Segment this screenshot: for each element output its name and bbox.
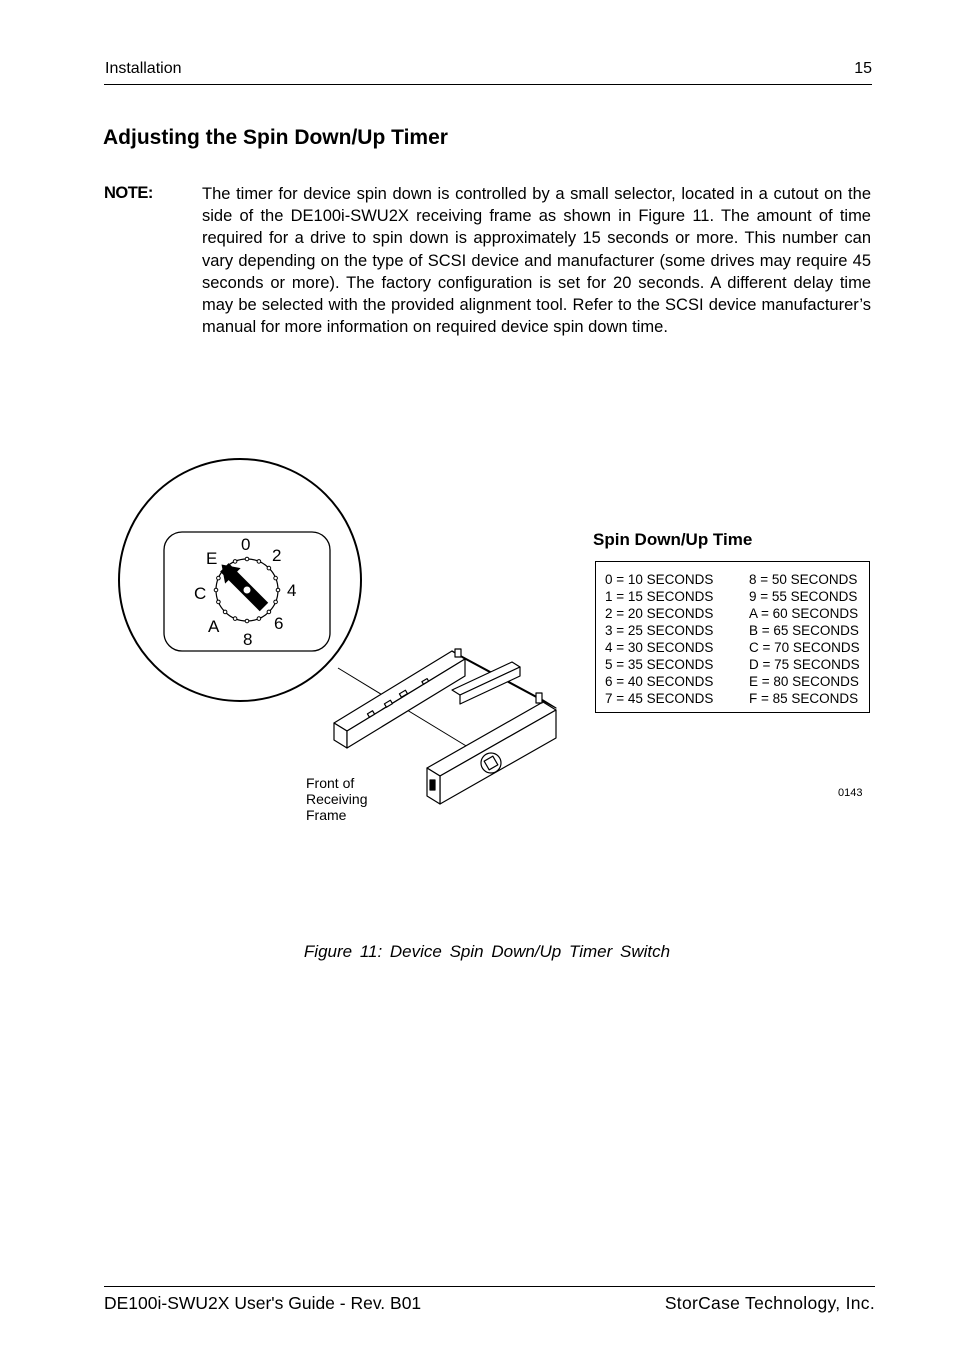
spin-time-table-title: Spin Down/Up Time bbox=[593, 530, 753, 549]
setting-row: C = 70 SECONDS bbox=[749, 640, 860, 655]
setting-row: 6 = 40 SECONDS bbox=[605, 674, 714, 689]
dial-tick bbox=[257, 560, 261, 564]
dial-label-e: E bbox=[206, 549, 218, 568]
dial-tick bbox=[223, 610, 227, 614]
dial-tick bbox=[276, 588, 280, 592]
page-header bbox=[104, 58, 872, 85]
dial-label-0: 0 bbox=[241, 535, 251, 554]
spin-time-column-right bbox=[749, 571, 860, 707]
dial-label-8: 8 bbox=[243, 630, 253, 649]
callout-line: Front of bbox=[306, 775, 355, 791]
dial-label-a: A bbox=[208, 617, 220, 636]
setting-row: 2 = 20 SECONDS bbox=[605, 606, 714, 621]
footer-document-title: DE100i-SWU2X User's Guide - Rev. B01 bbox=[104, 1293, 422, 1313]
setting-row: E = 80 SECONDS bbox=[749, 674, 859, 689]
dial-tick bbox=[267, 566, 271, 570]
page-footer bbox=[104, 1286, 875, 1313]
footer-company: StorCase Technology, Inc. bbox=[664, 1293, 875, 1313]
dial-tick bbox=[245, 557, 249, 561]
setting-row: 5 = 35 SECONDS bbox=[605, 657, 714, 672]
callout-line: Frame bbox=[306, 807, 347, 823]
setting-row: 0 = 10 SECONDS bbox=[605, 572, 714, 587]
setting-row: B = 65 SECONDS bbox=[749, 623, 859, 638]
front-of-frame-callout bbox=[306, 775, 367, 823]
figure-code: 0143 bbox=[838, 787, 863, 799]
dial-tick bbox=[217, 600, 221, 604]
setting-row: A = 60 SECONDS bbox=[749, 606, 859, 621]
setting-row: 3 = 25 SECONDS bbox=[605, 623, 714, 638]
dial-tick bbox=[217, 576, 221, 580]
setting-row: 4 = 30 SECONDS bbox=[605, 640, 714, 655]
setting-row: D = 75 SECONDS bbox=[749, 657, 860, 672]
setting-row: 9 = 55 SECONDS bbox=[749, 589, 858, 604]
dial-label-4: 4 bbox=[287, 581, 297, 600]
spin-time-column-left bbox=[605, 571, 713, 707]
setting-row: 1 = 15 SECONDS bbox=[605, 589, 714, 604]
dial-tick bbox=[233, 560, 237, 564]
header-section: Installation bbox=[105, 60, 182, 77]
dial-label-c: C bbox=[194, 584, 207, 603]
dial-tick bbox=[274, 600, 278, 604]
callout-line: Receiving bbox=[306, 791, 368, 807]
setting-row: F = 85 SECONDS bbox=[749, 691, 859, 706]
figure-11 bbox=[0, 440, 954, 860]
setting-row: 8 = 50 SECONDS bbox=[749, 572, 858, 587]
section-title: Adjusting the Spin Down/Up Timer bbox=[103, 126, 448, 149]
dial-tick bbox=[233, 617, 237, 621]
note-body: The timer for device spin down is controlled by a small selector, located in a cutout on the side of the DE100i-SWU2X receiving frame as shown in Figure 11. The amount of time required for a drive to spin down is approximately 15 seconds or more. This number can vary depending on the type of SCSI device and manufacturer (some drives may require 45 seconds or more). The factory configuration is set for 20 seconds. A different delay time may be selected with the provided alignment tool. Refer to the SCSI device manufacturer’s manual for more information on required device spin down time. bbox=[202, 185, 871, 337]
page-number: 15 bbox=[854, 60, 872, 77]
dial-tick bbox=[245, 619, 249, 623]
dial-label-6: 6 bbox=[274, 614, 284, 633]
dial-tick bbox=[274, 576, 278, 580]
setting-row: 7 = 45 SECONDS bbox=[605, 691, 714, 706]
dial-center bbox=[243, 586, 251, 594]
dial-tick bbox=[267, 610, 271, 614]
dial-tick bbox=[257, 617, 261, 621]
dial-tick bbox=[214, 588, 218, 592]
dial-label-2: 2 bbox=[272, 546, 282, 565]
note-label: NOTE: bbox=[104, 184, 153, 202]
spin-time-table bbox=[595, 561, 870, 713]
figure-caption: Figure 11: Device Spin Down/Up Timer Switch bbox=[303, 942, 671, 961]
